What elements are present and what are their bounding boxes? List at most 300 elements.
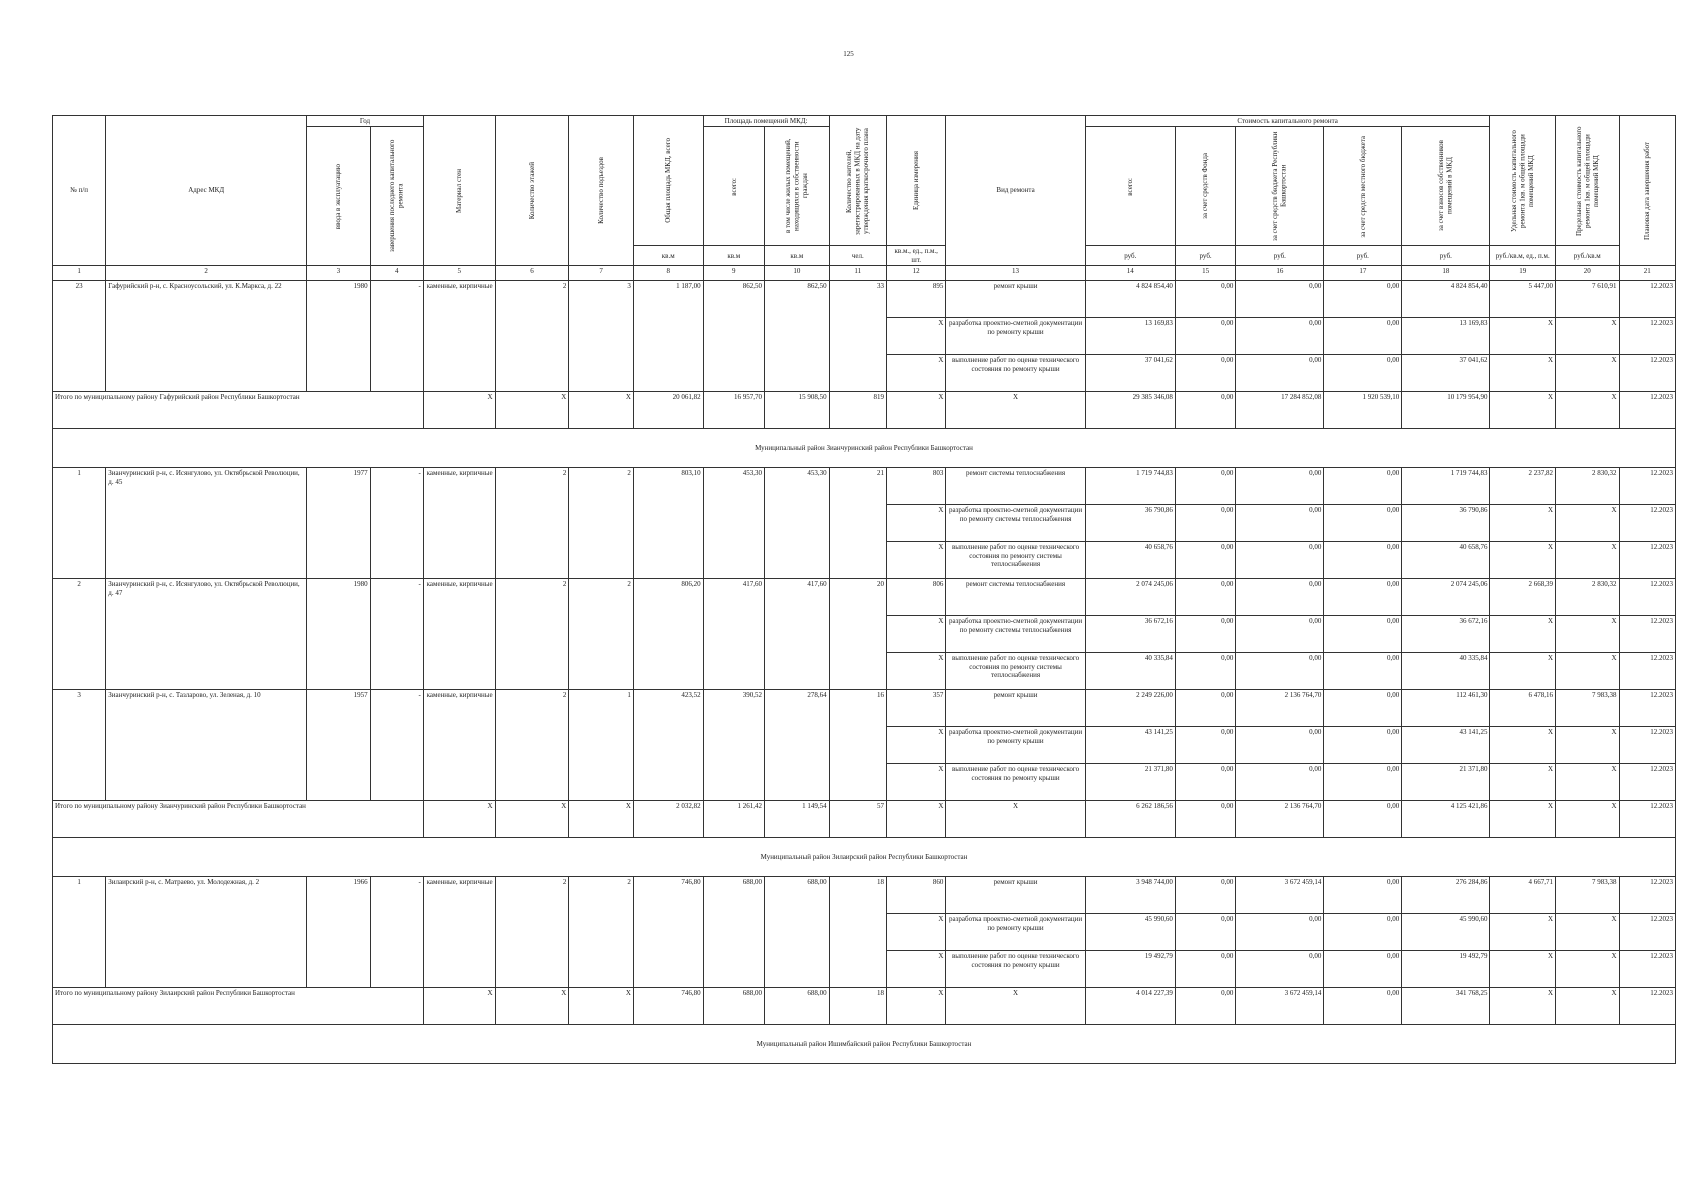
house-row (53, 468, 1676, 505)
table-cell: 0,00 (1236, 616, 1324, 653)
column-number: 10 (765, 266, 830, 281)
table-cell: 0,00 (1236, 653, 1324, 690)
total-cell: X (886, 988, 945, 1025)
total-cell: 18 (829, 988, 886, 1025)
unit-cell: руб. (1236, 246, 1324, 266)
header-no: № п/п (53, 116, 106, 266)
total-cell: 57 (829, 801, 886, 838)
table-cell: 23 (53, 281, 106, 392)
table-cell: 43 141,25 (1402, 727, 1490, 764)
table-cell: ремонт крыши (946, 281, 1085, 318)
table-cell: 19 492,79 (1085, 951, 1175, 988)
table-cell: 0,00 (1175, 653, 1235, 690)
table-cell: 0,00 (1324, 764, 1402, 801)
column-number: 21 (1619, 266, 1675, 281)
table-cell: выполнение работ по оценке технического состояния по ремонту крыши (946, 764, 1085, 801)
table-cell: 688,00 (765, 877, 830, 988)
total-cell: X (1490, 988, 1556, 1025)
column-number: 9 (703, 266, 764, 281)
unit-cell: руб./кв.м (1556, 246, 1620, 266)
total-cell: 0,00 (1175, 988, 1235, 1025)
total-row (53, 392, 1676, 429)
total-row (53, 801, 1676, 838)
table-cell: X (1556, 616, 1620, 653)
table-cell: 0,00 (1175, 542, 1235, 579)
table-cell: X (886, 505, 945, 542)
table-cell: 1 719 744,83 (1402, 468, 1490, 505)
table-cell: 40 335,84 (1085, 653, 1175, 690)
table-cell: 0,00 (1175, 281, 1235, 318)
table-cell: 453,30 (703, 468, 764, 579)
header-local: за счет средств местного бюджета (1324, 127, 1402, 246)
header-specific: Удельная стоимость капитального ремонта 1кв. м общей площади помещений МКД (1490, 116, 1556, 246)
table-cell: 40 658,76 (1402, 542, 1490, 579)
column-number: 7 (569, 266, 634, 281)
table-cell: 3 948 744,00 (1085, 877, 1175, 914)
table-cell: 2 (569, 468, 634, 579)
table-cell: 12.2023 (1619, 542, 1675, 579)
table-cell: 7 983,38 (1556, 690, 1620, 727)
column-number: 5 (423, 266, 495, 281)
table-cell: 860 (886, 877, 945, 914)
table-cell: разработка проектно-сметной документации по ремонту системы теплоснабжения (946, 616, 1085, 653)
table-cell: 2 249 226,00 (1085, 690, 1175, 727)
header-wall: Материал стен (423, 116, 495, 266)
table-cell: 112 461,30 (1402, 690, 1490, 727)
table-cell: 0,00 (1175, 579, 1235, 616)
table-cell: 0,00 (1175, 951, 1235, 988)
section-title: Муниципальный район Зианчуринский район Республики Башкортостан (53, 429, 1676, 468)
table-cell: ремонт системы теплоснабжения (946, 468, 1085, 505)
table-cell: выполнение работ по оценке технического состояния по ремонту системы теплоснабжения (946, 542, 1085, 579)
table-cell: 0,00 (1324, 653, 1402, 690)
table-cell: 12.2023 (1619, 951, 1675, 988)
table-cell: 21 371,80 (1402, 764, 1490, 801)
table-cell: 806 (886, 579, 945, 616)
table-cell: X (1556, 764, 1620, 801)
table-cell: X (1490, 542, 1556, 579)
table-cell: выполнение работ по оценке технического состояния по ремонту системы теплоснабжения (946, 653, 1085, 690)
table-cell: X (1490, 653, 1556, 690)
table-cell: выполнение работ по оценке технического состояния по ремонту крыши (946, 951, 1085, 988)
table-cell: 0,00 (1236, 355, 1324, 392)
table-body (53, 266, 1676, 1064)
section-row (53, 1025, 1676, 1064)
table-cell: разработка проектно-сметной документации по ремонту крыши (946, 318, 1085, 355)
total-row (53, 988, 1676, 1025)
column-number: 14 (1085, 266, 1175, 281)
total-cell: 1 261,42 (703, 801, 764, 838)
table-cell: X (886, 616, 945, 653)
column-number: 8 (633, 266, 703, 281)
table-cell: 12.2023 (1619, 877, 1675, 914)
table-cell: 19 492,79 (1402, 951, 1490, 988)
table-cell: 13 169,83 (1085, 318, 1175, 355)
total-cell: X (423, 801, 495, 838)
column-number: 15 (1175, 266, 1235, 281)
header-fund: за счет средств Фонда (1175, 127, 1235, 246)
table-cell: 276 284,86 (1402, 877, 1490, 914)
header-year: Год (307, 116, 424, 127)
table-cell: X (1556, 727, 1620, 764)
table-cell: 0,00 (1324, 542, 1402, 579)
table-cell: 33 (829, 281, 886, 392)
table-cell: каменные, кирпичные (423, 690, 495, 801)
table-cell: 2 830,32 (1556, 579, 1620, 616)
header-rb: за счет средств бюджета Республики Башкортостан (1236, 127, 1324, 246)
table-cell: X (1490, 951, 1556, 988)
table-cell: 4 824 854,40 (1402, 281, 1490, 318)
total-cell: X (495, 801, 569, 838)
table-cell: 0,00 (1236, 468, 1324, 505)
table-cell: 2 (53, 579, 106, 690)
table-cell: X (1556, 914, 1620, 951)
table-cell: 862,50 (703, 281, 764, 392)
section-title: Муниципальный район Зилаирский район Республики Башкортостан (53, 838, 1676, 877)
unit-cell: руб./кв.м, ед., п.м. (1490, 246, 1556, 266)
table-cell: 36 790,86 (1085, 505, 1175, 542)
header-area-total: всего: (703, 127, 764, 246)
table-cell: 36 672,16 (1402, 616, 1490, 653)
table-cell: X (1556, 951, 1620, 988)
total-cell: 1 149,54 (765, 801, 830, 838)
table-cell: 2 830,32 (1556, 468, 1620, 505)
column-number-row (53, 266, 1676, 281)
table-cell: 1980 (307, 579, 371, 690)
table-cell: X (886, 951, 945, 988)
column-number: 12 (886, 266, 945, 281)
table-cell: 37 041,62 (1402, 355, 1490, 392)
header-residents: Количество жителей, зарегистрированных в МКД на дату утверждения краткосрочного плана (829, 116, 886, 246)
table-cell: 12.2023 (1619, 355, 1675, 392)
table-cell: 0,00 (1236, 281, 1324, 318)
table-cell: X (1556, 653, 1620, 690)
table-cell: 12.2023 (1619, 281, 1675, 318)
total-label: Итого по муниципальному району Зианчуринский район Республики Башкортостан (53, 801, 424, 838)
table-cell: 6 478,16 (1490, 690, 1556, 727)
table-cell: 0,00 (1324, 505, 1402, 542)
header-deadline: Плановая дата завершения работ (1619, 116, 1675, 266)
unit-cell: кв.м (765, 246, 830, 266)
column-number: 13 (946, 266, 1085, 281)
table-cell: 0,00 (1324, 579, 1402, 616)
table-cell: - (370, 579, 423, 690)
header-unit: Единица измерения (886, 116, 945, 246)
unit-cell: кв.м., ед., п.м., шт. (886, 246, 945, 266)
total-cell: 819 (829, 392, 886, 429)
table-cell: 4 667,71 (1490, 877, 1556, 914)
total-cell: 0,00 (1324, 988, 1402, 1025)
table-cell: X (1490, 505, 1556, 542)
table-cell: 0,00 (1324, 355, 1402, 392)
column-number: 3 (307, 266, 371, 281)
table-cell: 0,00 (1175, 690, 1235, 727)
house-row (53, 690, 1676, 727)
table-cell: 1957 (307, 690, 371, 801)
house-row (53, 579, 1676, 616)
header-area-owned: в том числе жилых помещений, находящихся в собственности граждан (765, 127, 830, 246)
table-cell: 12.2023 (1619, 727, 1675, 764)
total-cell: X (1490, 392, 1556, 429)
header-floors: Количество этажей (495, 116, 569, 266)
table-cell: 1966 (307, 877, 371, 988)
table-cell: 12.2023 (1619, 579, 1675, 616)
table-cell: 4 824 854,40 (1085, 281, 1175, 318)
table-cell: X (886, 914, 945, 951)
unit-cell: руб. (1175, 246, 1235, 266)
total-cell: 1 920 539,10 (1324, 392, 1402, 429)
header-year-last-repair: завершения последнего капитального ремонта (370, 127, 423, 266)
column-number: 11 (829, 266, 886, 281)
table-cell: ремонт системы теплоснабжения (946, 579, 1085, 616)
table-cell: 417,60 (765, 579, 830, 690)
table-cell: Зилаирский р-н, с. Матраево, ул. Молодежная, д. 2 (106, 877, 307, 988)
table-cell: 5 447,00 (1490, 281, 1556, 318)
table-cell: 12.2023 (1619, 764, 1675, 801)
table-cell: разработка проектно-сметной документации по ремонту крыши (946, 914, 1085, 951)
total-cell: X (1556, 801, 1620, 838)
table-cell: - (370, 468, 423, 579)
table-cell: 0,00 (1236, 764, 1324, 801)
total-cell: 6 262 186,56 (1085, 801, 1175, 838)
total-cell: X (569, 392, 634, 429)
table-cell: 1980 (307, 281, 371, 392)
column-number: 2 (106, 266, 307, 281)
table-cell: - (370, 281, 423, 392)
section-row (53, 838, 1676, 877)
table-cell: X (1490, 764, 1556, 801)
total-cell: 0,00 (1324, 801, 1402, 838)
column-number: 6 (495, 266, 569, 281)
total-cell: X (423, 988, 495, 1025)
table-cell: каменные, кирпичные (423, 877, 495, 988)
table-cell: X (1490, 727, 1556, 764)
total-cell: 17 284 852,08 (1236, 392, 1324, 429)
table-cell: 20 (829, 579, 886, 690)
table-cell: 2 (495, 690, 569, 801)
header-entrances: Количество подъездов (569, 116, 634, 266)
table-cell: 0,00 (1175, 355, 1235, 392)
table-cell: 36 790,86 (1402, 505, 1490, 542)
table-cell: 2 074 245,06 (1085, 579, 1175, 616)
table-cell: 2 136 764,70 (1236, 690, 1324, 727)
table-cell: - (370, 690, 423, 801)
table-cell: 0,00 (1324, 914, 1402, 951)
table-cell: 1 719 744,83 (1085, 468, 1175, 505)
header-cost: Стоимость капитального ремонта (1085, 116, 1490, 127)
capital-repair-table (52, 115, 1676, 1064)
table-cell: 12.2023 (1619, 505, 1675, 542)
table-cell: 0,00 (1175, 318, 1235, 355)
column-number: 4 (370, 266, 423, 281)
total-cell: 688,00 (765, 988, 830, 1025)
total-cell: 29 385 346,08 (1085, 392, 1175, 429)
table-cell: 0,00 (1324, 616, 1402, 653)
table-cell: 0,00 (1175, 727, 1235, 764)
table-cell: 0,00 (1175, 505, 1235, 542)
table-cell: каменные, кирпичные (423, 468, 495, 579)
unit-cell: кв.м (703, 246, 764, 266)
section-title: Муниципальный район Ишимбайский район Республики Башкортостан (53, 1025, 1676, 1064)
total-cell: 20 061,82 (633, 392, 703, 429)
table-cell: 2 (495, 281, 569, 392)
total-cell: X (495, 392, 569, 429)
total-cell: X (1490, 801, 1556, 838)
table-cell: 688,00 (703, 877, 764, 988)
table-cell: 390,52 (703, 690, 764, 801)
section-row (53, 429, 1676, 468)
table-cell: 862,50 (765, 281, 830, 392)
table-cell: Зианчуринский р-н, с. Тазларово, ул. Зеленая, д. 10 (106, 690, 307, 801)
table-cell: 0,00 (1324, 281, 1402, 318)
header-year-commission: ввода в эксплуатацию (307, 127, 371, 266)
house-row (53, 877, 1676, 914)
table-cell: 7 983,38 (1556, 877, 1620, 914)
table-cell: 1 (53, 877, 106, 988)
unit-cell: руб. (1324, 246, 1402, 266)
total-cell: 4 014 227,39 (1085, 988, 1175, 1025)
header-total-area: Общая площадь МКД, всего (633, 116, 703, 246)
table-cell: разработка проектно-сметной документации по ремонту крыши (946, 727, 1085, 764)
table-cell: 0,00 (1324, 727, 1402, 764)
table-cell: 0,00 (1175, 914, 1235, 951)
table-cell: X (886, 764, 945, 801)
total-cell: 0,00 (1175, 801, 1235, 838)
table-cell: X (1556, 505, 1620, 542)
table-cell: 0,00 (1175, 877, 1235, 914)
table-cell: 895 (886, 281, 945, 318)
column-number: 1 (53, 266, 106, 281)
table-cell: 3 (53, 690, 106, 801)
table-cell: 1977 (307, 468, 371, 579)
table-cell: 40 335,84 (1402, 653, 1490, 690)
table-cell: 0,00 (1175, 764, 1235, 801)
unit-cell: руб. (1085, 246, 1175, 266)
table-cell: 746,80 (633, 877, 703, 988)
column-number: 17 (1324, 266, 1402, 281)
total-cell: 688,00 (703, 988, 764, 1025)
table-cell: 2 (569, 877, 634, 988)
page-number: 125 (843, 50, 854, 58)
column-number: 20 (1556, 266, 1620, 281)
total-cell: 4 125 421,86 (1402, 801, 1490, 838)
table-cell: X (1556, 318, 1620, 355)
total-cell: 16 957,70 (703, 392, 764, 429)
table-cell: 2 237,82 (1490, 468, 1556, 505)
table-cell: X (886, 653, 945, 690)
house-row (53, 281, 1676, 318)
table-cell: 12.2023 (1619, 616, 1675, 653)
total-label: Итого по муниципальному району Зилаирский район Республики Башкортостан (53, 988, 424, 1025)
header-limit: Предельная стоимость капитального ремонта 1кв. м общей площади помещений МКД (1556, 116, 1620, 246)
total-cell: X (569, 988, 634, 1025)
total-cell: X (1556, 392, 1620, 429)
table-cell: 0,00 (1175, 616, 1235, 653)
table-cell: 803,10 (633, 468, 703, 579)
table-cell: 278,64 (765, 690, 830, 801)
capital-repair-table-wrapper (52, 115, 1676, 1064)
table-cell: 37 041,62 (1085, 355, 1175, 392)
table-cell: 36 672,16 (1085, 616, 1175, 653)
table-cell: 2 (495, 579, 569, 690)
unit-cell: кв.м (633, 246, 703, 266)
table-cell: 0,00 (1236, 318, 1324, 355)
table-cell: 0,00 (1236, 579, 1324, 616)
table-cell: каменные, кирпичные (423, 281, 495, 392)
table-cell: 40 658,76 (1085, 542, 1175, 579)
table-cell: 2 (495, 468, 569, 579)
table-cell: 18 (829, 877, 886, 988)
table-cell: 0,00 (1236, 505, 1324, 542)
total-cell: X (946, 392, 1085, 429)
table-cell: 2 668,39 (1490, 579, 1556, 616)
total-cell: 12.2023 (1619, 988, 1675, 1025)
table-cell: 3 (569, 281, 634, 392)
total-cell: X (423, 392, 495, 429)
table-cell: 16 (829, 690, 886, 801)
table-cell: X (1556, 355, 1620, 392)
table-cell: 3 672 459,14 (1236, 877, 1324, 914)
table-cell: 0,00 (1324, 877, 1402, 914)
table-cell: 2 (495, 877, 569, 988)
table-cell: 0,00 (1236, 542, 1324, 579)
table-cell: - (370, 877, 423, 988)
table-cell: 45 990,60 (1402, 914, 1490, 951)
total-cell: 12.2023 (1619, 801, 1675, 838)
column-number: 19 (1490, 266, 1556, 281)
total-cell: 0,00 (1175, 392, 1235, 429)
table-cell: 43 141,25 (1085, 727, 1175, 764)
table-cell: Гафурийский р-н, с. Красноусольский, ул. К.Маркса, д. 22 (106, 281, 307, 392)
table-cell: 45 990,60 (1085, 914, 1175, 951)
table-cell: ремонт крыши (946, 877, 1085, 914)
table-cell: 12.2023 (1619, 914, 1675, 951)
table-cell: 21 371,80 (1085, 764, 1175, 801)
table-cell: 1 187,00 (633, 281, 703, 392)
total-cell: 10 179 954,90 (1402, 392, 1490, 429)
header-owners: за счет взносов собственников помещений в МКД (1402, 127, 1490, 246)
table-cell: ремонт крыши (946, 690, 1085, 727)
table-cell: каменные, кирпичные (423, 579, 495, 690)
table-cell: 0,00 (1236, 727, 1324, 764)
total-cell: 15 908,50 (765, 392, 830, 429)
table-header (53, 116, 1676, 266)
table-cell: X (1490, 355, 1556, 392)
table-cell: 453,30 (765, 468, 830, 579)
header-cost-total: всего: (1085, 127, 1175, 246)
total-cell: 2 136 764,70 (1236, 801, 1324, 838)
column-number: 18 (1402, 266, 1490, 281)
table-cell: выполнение работ по оценке технического состояния по ремонту крыши (946, 355, 1085, 392)
total-cell: X (495, 988, 569, 1025)
total-label: Итого по муниципальному району Гафурийский район Республики Башкортостан (53, 392, 424, 429)
total-cell: X (569, 801, 634, 838)
table-cell: X (886, 542, 945, 579)
header-work: Вид ремонта (946, 116, 1085, 266)
total-cell: 12.2023 (1619, 392, 1675, 429)
table-cell: X (886, 355, 945, 392)
table-cell: X (886, 318, 945, 355)
table-cell: X (1490, 914, 1556, 951)
table-cell: 806,20 (633, 579, 703, 690)
table-cell: 1 (53, 468, 106, 579)
table-cell: 0,00 (1175, 468, 1235, 505)
table-cell: 0,00 (1324, 468, 1402, 505)
table-cell: 12.2023 (1619, 690, 1675, 727)
table-cell: 0,00 (1236, 951, 1324, 988)
table-cell: 0,00 (1324, 690, 1402, 727)
table-cell: Зианчуринский р-н, с. Исянгулово, ул. Октябрьской Революции, д. 45 (106, 468, 307, 579)
